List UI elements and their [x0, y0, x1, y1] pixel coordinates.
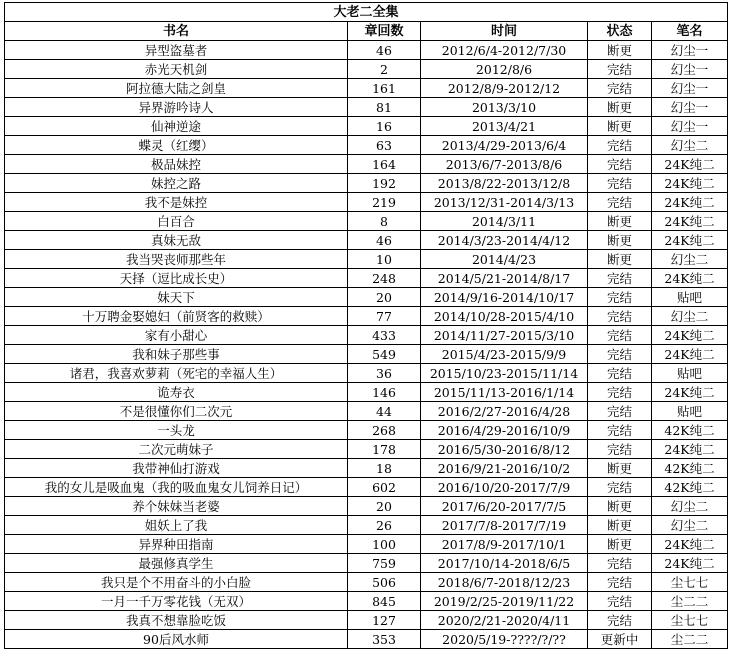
cell-time[interactable]: 2014/9/16-2014/10/17 — [421, 288, 588, 307]
cell-status[interactable]: 更新中 — [588, 630, 652, 649]
cell-time[interactable]: 2016/2/27-2016/4/28 — [421, 402, 588, 421]
cell-status[interactable]: 断更 — [588, 231, 652, 250]
table-row — [5, 611, 728, 630]
cell-chapters[interactable]: 36 — [348, 364, 421, 383]
cell-pen[interactable]: 贴吧 — [652, 288, 728, 307]
cell-status[interactable]: 完结 — [588, 345, 652, 364]
cell-name[interactable]: 我只是个不用奋斗的小白脸 — [5, 573, 348, 592]
cell-status[interactable]: 完结 — [588, 573, 652, 592]
cell-pen[interactable]: 24K纯二 — [652, 174, 728, 193]
cell-time[interactable]: 2012/8/9-2012/12 — [421, 79, 588, 98]
header-time[interactable]: 时间 — [421, 22, 588, 41]
table-row — [5, 535, 728, 554]
header-status[interactable]: 状态 — [588, 22, 652, 41]
cell-time[interactable]: 2014/3/11 — [421, 212, 588, 231]
table-row — [5, 573, 728, 592]
cell-status[interactable]: 断更 — [588, 516, 652, 535]
cell-pen[interactable]: 幻尘二 — [652, 516, 728, 535]
table-row — [5, 383, 728, 402]
cell-chapters[interactable]: 20 — [348, 497, 421, 516]
cell-time[interactable]: 2020/2/21-2020/4/11 — [421, 611, 588, 630]
cell-time[interactable]: 2015/11/13-2016/1/14 — [421, 383, 588, 402]
cell-time[interactable]: 2017/8/9-2017/10/1 — [421, 535, 588, 554]
cell-pen[interactable]: 24K纯二 — [652, 554, 728, 573]
table-row — [5, 402, 728, 421]
cell-chapters[interactable]: 164 — [348, 155, 421, 174]
cell-name[interactable]: 90后风水师 — [5, 630, 348, 649]
cell-name[interactable]: 异型盗墓者 — [5, 41, 348, 60]
table-row — [5, 364, 728, 383]
cell-chapters[interactable]: 10 — [348, 250, 421, 269]
cell-chapters[interactable]: 178 — [348, 440, 421, 459]
cell-name[interactable]: 异界种田指南 — [5, 535, 348, 554]
cell-status[interactable]: 完结 — [588, 326, 652, 345]
cell-name[interactable]: 十万聘金娶媳妇（前贤客的救赎） — [5, 307, 348, 326]
cell-pen[interactable]: 尘七七 — [652, 611, 728, 630]
cell-time[interactable]: 2012/8/6 — [421, 60, 588, 79]
cell-pen[interactable]: 24K纯二 — [652, 326, 728, 345]
table-row — [5, 231, 728, 250]
cell-status[interactable]: 断更 — [588, 212, 652, 231]
cell-pen[interactable]: 幻尘一 — [652, 98, 728, 117]
cell-name[interactable]: 诸君，我喜欢萝莉（死宅的幸福人生） — [5, 364, 348, 383]
cell-chapters[interactable]: 353 — [348, 630, 421, 649]
cell-chapters[interactable]: 192 — [348, 174, 421, 193]
cell-name[interactable]: 天择（逗比成长史） — [5, 269, 348, 288]
cell-status[interactable]: 完结 — [588, 307, 652, 326]
table-row — [5, 345, 728, 364]
cell-chapters[interactable]: 2 — [348, 60, 421, 79]
cell-pen[interactable]: 幻尘二 — [652, 250, 728, 269]
cell-chapters[interactable]: 46 — [348, 231, 421, 250]
table-row — [5, 79, 728, 98]
cell-chapters[interactable]: 8 — [348, 212, 421, 231]
table-row — [5, 250, 728, 269]
cell-status[interactable]: 完结 — [588, 592, 652, 611]
cell-chapters[interactable]: 759 — [348, 554, 421, 573]
table-row — [5, 554, 728, 573]
cell-name[interactable]: 一月一千万零花钱（无双） — [5, 592, 348, 611]
table-row — [5, 212, 728, 231]
cell-time[interactable]: 2017/6/20-2017/7/5 — [421, 497, 588, 516]
cell-time[interactable]: 2014/10/28-2015/4/10 — [421, 307, 588, 326]
cell-name[interactable]: 妹天下 — [5, 288, 348, 307]
cell-time[interactable]: 2016/9/21-2016/10/2 — [421, 459, 588, 478]
cell-name[interactable]: 仙神逆途 — [5, 117, 348, 136]
cell-pen[interactable]: 贴吧 — [652, 364, 728, 383]
table-title[interactable]: 大老二全集 — [5, 3, 728, 22]
table-row — [5, 269, 728, 288]
cell-time[interactable]: 2012/6/4-2012/7/30 — [421, 41, 588, 60]
cell-pen[interactable]: 幻尘一 — [652, 60, 728, 79]
works-table — [4, 2, 728, 649]
cell-pen[interactable]: 24K纯二 — [652, 231, 728, 250]
cell-chapters[interactable]: 161 — [348, 79, 421, 98]
cell-time[interactable]: 2016/4/29-2016/10/9 — [421, 421, 588, 440]
cell-status[interactable]: 完结 — [588, 421, 652, 440]
cell-status[interactable]: 断更 — [588, 98, 652, 117]
cell-time[interactable]: 2013/4/21 — [421, 117, 588, 136]
cell-pen[interactable]: 42K纯二 — [652, 421, 728, 440]
cell-name[interactable]: 一头龙 — [5, 421, 348, 440]
table-row — [5, 155, 728, 174]
cell-name[interactable]: 我当哭丧师那些年 — [5, 250, 348, 269]
cell-pen[interactable]: 24K纯二 — [652, 269, 728, 288]
cell-pen[interactable]: 24K纯二 — [652, 440, 728, 459]
cell-pen[interactable]: 尘二二 — [652, 592, 728, 611]
cell-name[interactable]: 我带神仙打游戏 — [5, 459, 348, 478]
cell-pen[interactable]: 42K纯二 — [652, 459, 728, 478]
cell-status[interactable]: 断更 — [588, 41, 652, 60]
cell-chapters[interactable]: 100 — [348, 535, 421, 554]
table-row — [5, 630, 728, 649]
cell-chapters[interactable]: 146 — [348, 383, 421, 402]
table-row — [5, 497, 728, 516]
cell-status[interactable]: 完结 — [588, 402, 652, 421]
cell-name[interactable]: 姐妖上了我 — [5, 516, 348, 535]
cell-chapters[interactable]: 127 — [348, 611, 421, 630]
cell-name[interactable]: 妹控之路 — [5, 174, 348, 193]
cell-time[interactable]: 2016/10/20-2017/7/9 — [421, 478, 588, 497]
cell-time[interactable]: 2014/5/21-2014/8/17 — [421, 269, 588, 288]
cell-time[interactable]: 2017/10/14-2018/6/5 — [421, 554, 588, 573]
table-row — [5, 193, 728, 212]
table-row — [5, 174, 728, 193]
cell-time[interactable]: 2015/4/23-2015/9/9 — [421, 345, 588, 364]
cell-pen[interactable]: 尘七七 — [652, 573, 728, 592]
cell-pen[interactable]: 24K纯二 — [652, 535, 728, 554]
cell-chapters[interactable]: 26 — [348, 516, 421, 535]
cell-chapters[interactable]: 845 — [348, 592, 421, 611]
cell-time[interactable]: 2013/8/22-2013/12/8 — [421, 174, 588, 193]
table-row — [5, 41, 728, 60]
header-row — [5, 22, 728, 41]
cell-pen[interactable]: 24K纯二 — [652, 345, 728, 364]
header-name[interactable]: 书名 — [5, 22, 348, 41]
cell-pen[interactable]: 尘二二 — [652, 630, 728, 649]
cell-pen[interactable]: 幻尘二 — [652, 307, 728, 326]
cell-pen[interactable]: 贴吧 — [652, 402, 728, 421]
cell-status[interactable]: 完结 — [588, 174, 652, 193]
cell-status[interactable]: 完结 — [588, 440, 652, 459]
cell-time[interactable]: 2015/10/23-2015/11/14 — [421, 364, 588, 383]
table-row — [5, 98, 728, 117]
table-row — [5, 288, 728, 307]
table-row — [5, 478, 728, 497]
cell-chapters[interactable]: 248 — [348, 269, 421, 288]
cell-name[interactable]: 蝶灵（红缨） — [5, 136, 348, 155]
cell-status[interactable]: 断更 — [588, 250, 652, 269]
cell-chapters[interactable]: 77 — [348, 307, 421, 326]
table-body — [5, 41, 728, 649]
cell-pen[interactable]: 幻尘一 — [652, 79, 728, 98]
cell-status[interactable]: 完结 — [588, 383, 652, 402]
table-row — [5, 459, 728, 478]
cell-time[interactable]: 2018/6/7-2018/12/23 — [421, 573, 588, 592]
cell-status[interactable]: 完结 — [588, 288, 652, 307]
cell-status[interactable]: 断更 — [588, 497, 652, 516]
cell-name[interactable]: 最强修真学生 — [5, 554, 348, 573]
cell-pen[interactable]: 24K纯二 — [652, 212, 728, 231]
cell-name[interactable]: 极品妹控 — [5, 155, 348, 174]
cell-chapters[interactable]: 18 — [348, 459, 421, 478]
cell-time[interactable]: 2019/2/25-2019/11/22 — [421, 592, 588, 611]
cell-pen[interactable]: 幻尘二 — [652, 497, 728, 516]
header-pen[interactable]: 笔名 — [652, 22, 728, 41]
table-row — [5, 592, 728, 611]
cell-time[interactable]: 2013/12/31-2014/3/13 — [421, 193, 588, 212]
cell-name[interactable]: 我和妹子那些事 — [5, 345, 348, 364]
cell-name[interactable]: 阿拉德大陆之剑皇 — [5, 79, 348, 98]
cell-name[interactable]: 二次元萌妹子 — [5, 440, 348, 459]
cell-chapters[interactable]: 506 — [348, 573, 421, 592]
cell-name[interactable]: 我的女儿是吸血鬼（我的吸血鬼女儿饲养日记） — [5, 478, 348, 497]
cell-name[interactable]: 不是很懂你们二次元 — [5, 402, 348, 421]
cell-chapters[interactable]: 44 — [348, 402, 421, 421]
table-row — [5, 60, 728, 79]
cell-status[interactable]: 完结 — [588, 478, 652, 497]
cell-pen[interactable]: 幻尘一 — [652, 117, 728, 136]
cell-status[interactable]: 断更 — [588, 117, 652, 136]
table-row — [5, 326, 728, 345]
cell-name[interactable]: 真妹无敌 — [5, 231, 348, 250]
cell-chapters[interactable]: 20 — [348, 288, 421, 307]
spreadsheet — [4, 2, 727, 649]
cell-chapters[interactable]: 81 — [348, 98, 421, 117]
header-chapters[interactable]: 章回数 — [348, 22, 421, 41]
table-row — [5, 307, 728, 326]
cell-chapters[interactable]: 602 — [348, 478, 421, 497]
cell-name[interactable]: 我真不想靠脸吃饭 — [5, 611, 348, 630]
cell-status[interactable]: 完结 — [588, 269, 652, 288]
cell-name[interactable]: 诡寿衣 — [5, 383, 348, 402]
cell-time[interactable]: 2016/5/30-2016/8/12 — [421, 440, 588, 459]
cell-chapters[interactable]: 16 — [348, 117, 421, 136]
cell-pen[interactable]: 幻尘一 — [652, 41, 728, 60]
cell-chapters[interactable]: 63 — [348, 136, 421, 155]
cell-pen[interactable]: 24K纯二 — [652, 383, 728, 402]
table-row — [5, 117, 728, 136]
cell-pen[interactable]: 24K纯二 — [652, 155, 728, 174]
cell-pen[interactable]: 42K纯二 — [652, 478, 728, 497]
table-row — [5, 136, 728, 155]
table-row — [5, 516, 728, 535]
cell-chapters[interactable]: 219 — [348, 193, 421, 212]
table-row — [5, 440, 728, 459]
title-row — [5, 3, 728, 22]
cell-time[interactable]: 2014/11/27-2015/3/10 — [421, 326, 588, 345]
cell-time[interactable]: 2013/3/10 — [421, 98, 588, 117]
cell-status[interactable]: 完结 — [588, 79, 652, 98]
cell-time[interactable]: 2014/4/23 — [421, 250, 588, 269]
cell-name[interactable]: 我不是妹控 — [5, 193, 348, 212]
cell-name[interactable]: 养个妹妹当老婆 — [5, 497, 348, 516]
cell-name[interactable]: 赤光天机剑 — [5, 60, 348, 79]
cell-time[interactable]: 2017/7/8-2017/7/19 — [421, 516, 588, 535]
cell-status[interactable]: 完结 — [588, 60, 652, 79]
cell-status[interactable]: 完结 — [588, 611, 652, 630]
cell-status[interactable]: 完结 — [588, 554, 652, 573]
cell-status[interactable]: 完结 — [588, 136, 652, 155]
cell-chapters[interactable]: 433 — [348, 326, 421, 345]
cell-name[interactable]: 白百合 — [5, 212, 348, 231]
cell-status[interactable]: 完结 — [588, 193, 652, 212]
cell-time[interactable]: 2014/3/23-2014/4/12 — [421, 231, 588, 250]
cell-status[interactable]: 完结 — [588, 155, 652, 174]
cell-status[interactable]: 完结 — [588, 364, 652, 383]
cell-time[interactable]: 2020/5/19-????/?/?? — [421, 630, 588, 649]
table-row — [5, 421, 728, 440]
cell-chapters[interactable]: 549 — [348, 345, 421, 364]
cell-name[interactable]: 异界游吟诗人 — [5, 98, 348, 117]
cell-pen[interactable]: 24K纯二 — [652, 193, 728, 212]
cell-pen[interactable]: 幻尘二 — [652, 136, 728, 155]
cell-chapters[interactable]: 268 — [348, 421, 421, 440]
cell-time[interactable]: 2013/4/29-2013/6/4 — [421, 136, 588, 155]
cell-chapters[interactable]: 46 — [348, 41, 421, 60]
cell-status[interactable]: 断更 — [588, 535, 652, 554]
cell-time[interactable]: 2013/6/7-2013/8/6 — [421, 155, 588, 174]
cell-name[interactable]: 家有小甜心 — [5, 326, 348, 345]
cell-status[interactable]: 断更 — [588, 459, 652, 478]
